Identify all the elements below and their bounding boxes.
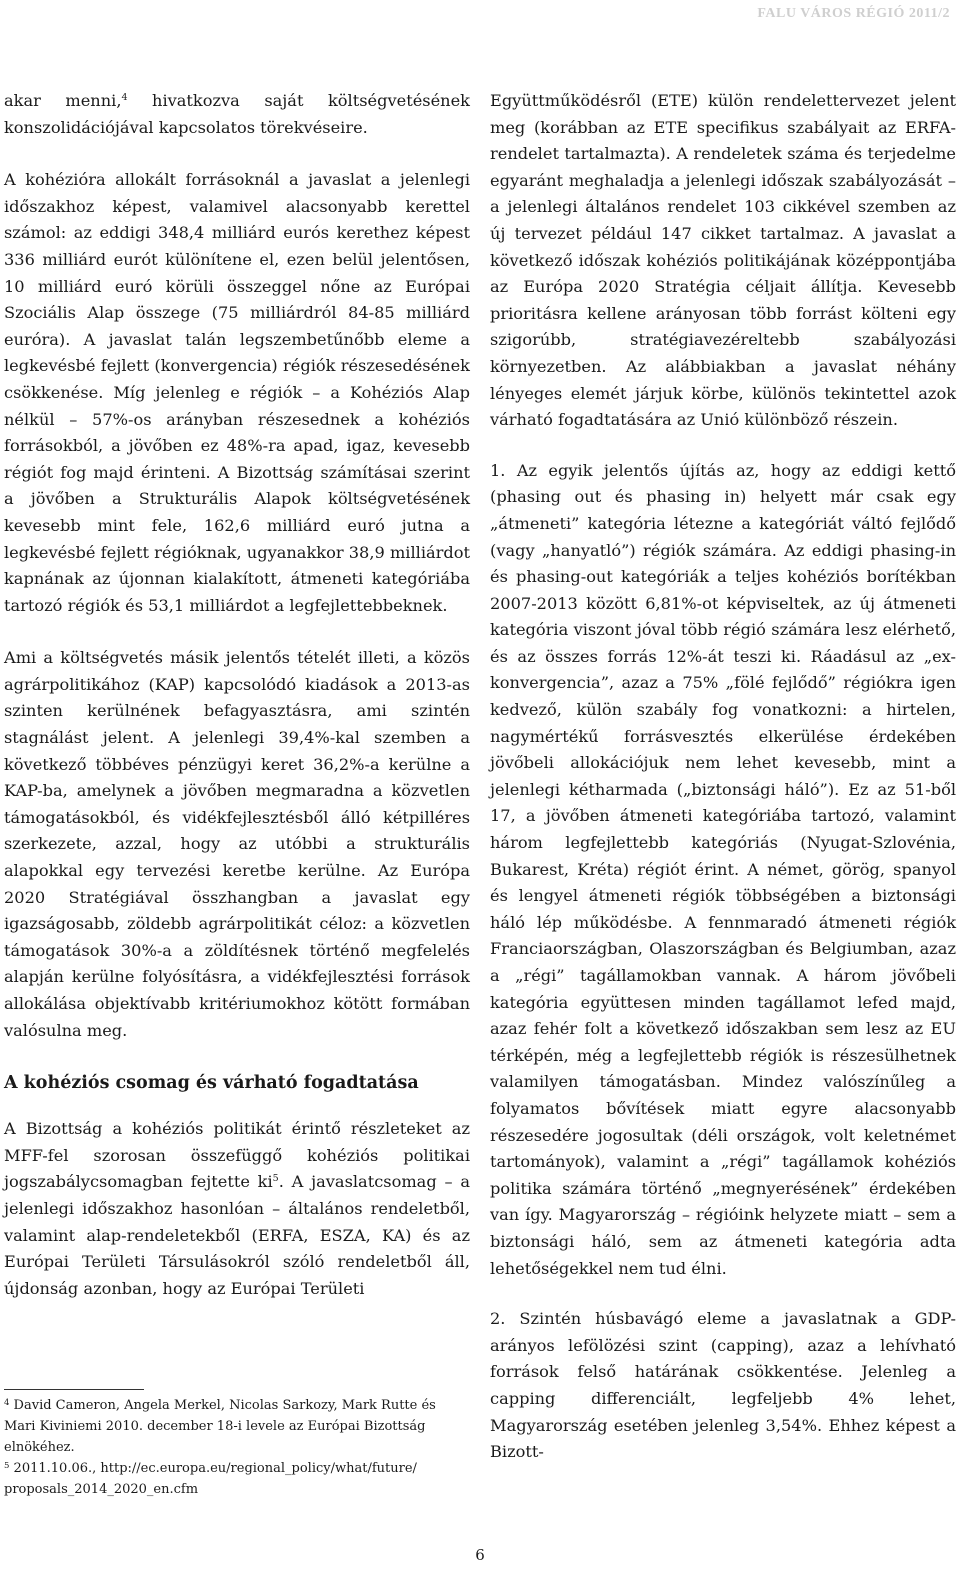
- paragraph-agricultural-policy: Ami a költségvetés másik jelentős tételét illeti, a közös agrárpolitikához (KAP) kapcsolódó kiadások a 2013-as szinten kerülnének befagyasztásra, ami szintén stagnálást jelent. A jelenlegi 39,4%-kal szemben a következő többéves pénzügyi keret 36,2%-a kerülne a KAP-ba, amelynek a jövőben megmaradna a közvetlen támogatásokból, és vidékfejlesztésből álló kétpilléres szerkezete, azzal, hogy az utóbbi a strukturális alapokkal egy tervezési keretbe kerülne. Az Európa 2020 Stratégiával összhangban a javaslat egy igazságosabb, zöldebb agrárpolitikát céloz: a közvetlen támogatások 30%-a a zöldítésnek történő megfelelés alapján kerülne folyósításra, a vidékfejlesztési források allokálása objektívabb kritériumokhoz kötött formában valósulna meg.: [4, 648, 470, 1040]
- paragraph-cohesion-allocation: A kohézióra allokált forrásoknál a javaslat a jelenlegi időszakhoz képest, valamivel alacsonyabb kerettel számol: az eddigi 348,4 milliárd eurós kerethez képest 336 milliárd eurót különítene el, ezen belül jelentősen, 10 milliárd euró körüli összeggel nőne az Európai Szociális Alap összege (75 milliárdról 84-85 milliárd euróra). A javaslat talán legszembetűnőbb eleme a legkevésbé fejlett (konvergencia) régiók részesedésének csökkenése. Míg jelenleg e régiók – a Kohéziós Alap nélkül – 57%-os arányban részesednek a kohéziós forrásokból, a jövőben ez 48%-ra apad, igaz, kevesebb régiót fog majd érinteni. A Bizottság számításai szerint a jövőben a Strukturális Alapok költségvetésének kevesebb mint fele, 162,6 milliárd euró jutna a legkevésbé fejlett régióknak, ugyanakkor 38,9 milliárdot kapnának az újonnan kialakított, átmeneti kategóriába tartozó régiók és 53,1 milliárdot a legfejlettebbeknek.: [4, 170, 470, 615]
- footnote-ref-4[interactable]: 4: [121, 92, 128, 103]
- page-number: 6: [475, 1546, 485, 1564]
- paragraph-continuation: akar menni,$^4$ hivatkozva saját költségvetésének konszolidációjával kapcsolatos törekvéseire.: [4, 91, 470, 137]
- footnote-4: $^4$ David Cameron, Angela Merkel, Nicolas Sarkozy, Mark Rutte és Mari Kiviniemi 2010. december 18-i levele az Európai Bizottság elnökéhez.: [4, 1398, 436, 1455]
- right-column: [490, 88, 956, 1466]
- paragraph-etc-regulation: Együttműködésről (ETE) külön rendelettervezet jelent meg (korábban az ETE specifikus szabályait az ERFA-rendelet tartalmazta). A rendeletek száma és terjedelme egyaránt meghaladja a jelenlegi időszak szabályozását – a jelenlegi általános rendelet 103 cikkével szemben az új tervezet például 147 cikket tartalmaz. A javaslat a következő időszak kohéziós politikájának középpontjába az Európa 2020 Stratégia céljait állítja. Kevesebb prioritásra kellene arányosan több forrást költeni egy szigorúbb, stratégiavezéreltebb szabályozási környezetben. Az alábbiakban a javaslat néhány lényeges elemét járjuk körbe, különös tekintettel azok várható fogadtatására az Unió különböző részein.: [490, 91, 956, 430]
- footnotes: [4, 1395, 470, 1500]
- paragraph-capping: 2. Szintén húsbavágó eleme a javaslatnak a GDP-arányos lefölözési szint (capping), azaz a lehívható források felső határának csökkentése. Jelenleg a capping differenciált, legfeljebb 4% lehet, Magyarország esetében jelenleg 3,54%. Ehhez képest a Bizott-: [490, 1309, 956, 1462]
- section-heading: A kohéziós csomag és várható fogadtatása: [4, 1073, 419, 1094]
- paragraph-transition-category: 1. Az egyik jelentős újítás az, hogy az eddigi kettő (phasing out és phasing in) helyett már csak egy „átmeneti” kategória létezne a kategóriát váltó fejlődő (vagy „hanyatló”) régiók számára. Az eddigi phasing-in és phasing-out kategóriák a teljes kohéziós borítékban 2007-2013 között 6,81%-ot képviseltek, az új átmeneti kategória viszont jóval több régió számára lesz elérhető, és az összes forrás 12%-át teszi ki. Ráadásul az „ex-konvergencia”, azaz a 75% „fölé fejlődő” régiókra igen kedvező, külön szabály fog vonatkozni: a hirtelen, nagymértékű forrásvesztés elkerülése érdekében jövőbeli allokációjuk nem lehet kevesebb, mint a jelenlegi kétharmada („biztonsági háló”). Ez az 51-ből 17, a jövőben átmeneti kategóriába tartozó, valamint három legfejlettebb kategóriás (Nyugat-Szlovénia, Bukarest, Kréta) régiót érint. A német, görög, spanyol és lengyel átmeneti régiók többségében a biztonsági háló lép működésbe. A fennmaradó átmeneti régiók Franciaországban, Olaszországban és Belgiumban, azaz a „régi” tagállamokban vannak. A három jövőbeli kategória együttesen minden tagállamot lefed majd, azaz fehér folt a következő időszakban sem lesz az EU térképén, még a legfejlettebb régiók is részesülhetnek valamilyen támogatásban. Mindez valószínűleg a folyamatos bővítések miatt egyre alacsonyabb részesedére jogosultak (déli országok, volt keletnémet tartományok), valamint a „régi” tagállamok kohéziós politika számára történő „megnyerésének” érdekében van így. Magyarország – régióink helyzete miatt – sem a biztonsági háló, sem az átmeneti kategória adta lehetőségekkel nem tud élni.: [490, 460, 956, 1278]
- running-head: FALU VÁROS RÉGIÓ 2011/2: [757, 6, 950, 21]
- paragraph-cohesion-package: A Bizottság a kohéziós politikát érintő részleteket az MFF-fel szorosan összefüggő kohéziós politikai jogszabálycsomagban fejtette $ki^5$. A javaslatcsomag – a jelenlegi időszakhoz hasonlóan – általános rendeletből, valamint alap-rendeletekből (ERFA, ESZA, KA) és az Európai Területi Társulásokról szóló rendeletből áll, újdonság azonban, hogy az Európai Területi: [4, 1119, 470, 1298]
- footnote-5: $^5$ 2011.10.06., http://ec.europa.eu/regional_policy/what/future/ proposals_2014_2020_en.cfm: [4, 1461, 417, 1497]
- footnote-ref-5[interactable]: 5: [272, 1173, 279, 1185]
- left-column: [4, 88, 470, 1302]
- footnote-divider: [4, 1389, 144, 1390]
